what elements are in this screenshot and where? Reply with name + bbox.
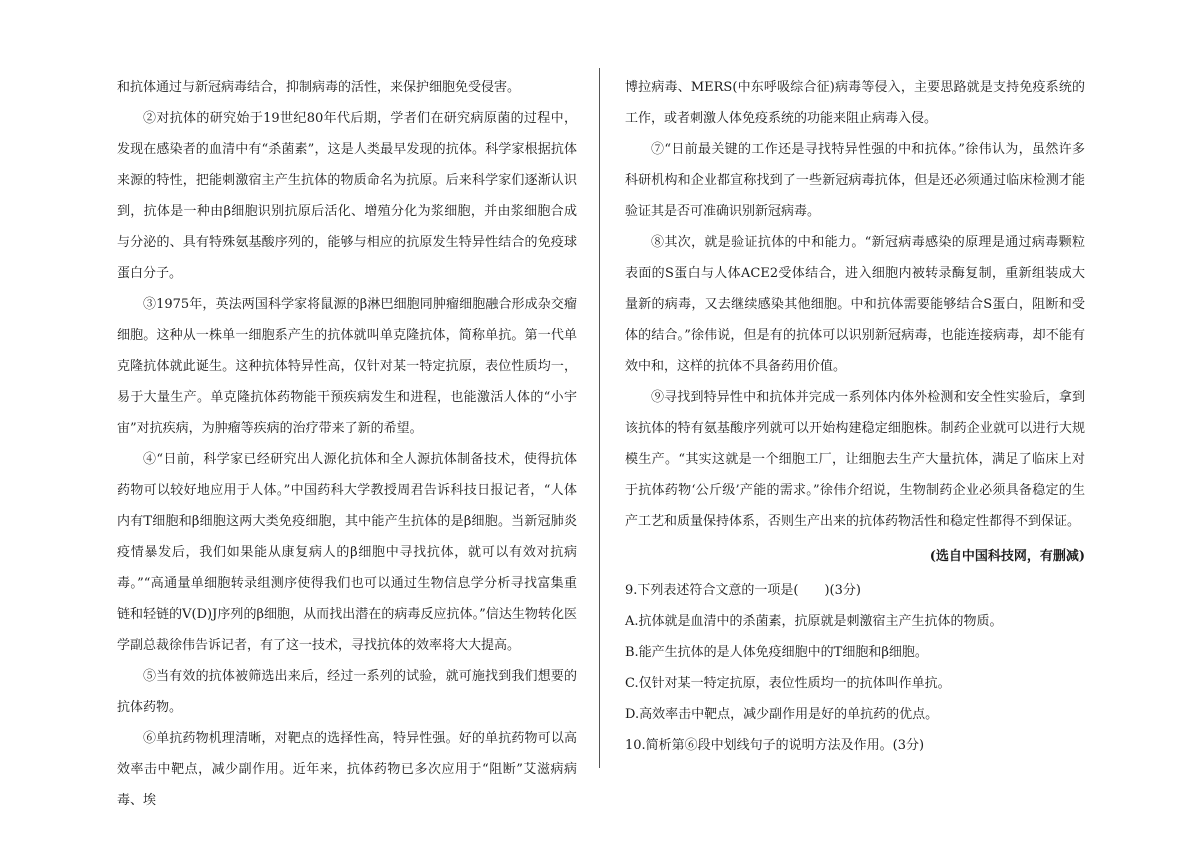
paragraph-6-continued: 博拉病毒、MERS(中东呼吸综合征)病毒等侵入，主要思路就是支持免疫系统的工作，或者刺激人体免疫系统的功能来阻止病毒入侵。 [625, 80, 1085, 126]
left-column [117, 72, 577, 816]
paragraph-9: ⑨寻找到特异性中和抗体并完成一系列体内体外检测和安全性实验后，拿到该抗体的特有氨基酸序列就可以开始构建稳定细胞株。制药企业就可以进行大规模生产。“其实这就是一个细胞工厂，让细胞去生产大量抗体，满足了临床上对于抗体药物‘公斤级’产能的需求。”徐伟介绍说，生物制药企业必须具备稳定的生产工艺和质量保持体系，否则生产出来的抗体药物活性和稳定性都得不到保证。 [625, 390, 1085, 529]
option-a: A.抗体就是血清中的杀菌素，抗原就是刺激宿主产生抗体的物质。 [625, 614, 1003, 629]
right-column [625, 72, 1085, 761]
option-b: B.能产生抗体的是人体免疫细胞中的T细胞和β细胞。 [625, 645, 928, 660]
column-divider [599, 68, 600, 768]
paragraph-1-continued: 和抗体通过与新冠病毒结合，抑制病毒的活性，来保护细胞免受侵害。 [117, 80, 521, 95]
option-d: D.高效率击中靶点，减少副作用是好的单抗药的优点。 [625, 707, 939, 722]
paragraph-5: ⑤当有效的抗体被筛选出来后，经过一系列的试验，就可施找到我们想要的抗体药物。 [117, 669, 577, 715]
paragraph-7: ⑦“日前最关键的工作还是寻找特异性强的中和抗体。”徐伟认为，虽然许多科研机构和企业都宣称找到了一些新冠病毒抗体，但是还必须通过临床检测才能验证其是否可准确识别新冠病毒。 [625, 142, 1085, 219]
paragraph-4: ④“日前，科学家已经研究出人源化抗体和全人源抗体制备技术，使得抗体药物可以较好地应用于人体。”中国药科大学教授周君告诉科技日报记者，“人体内有T细胞和β细胞这两大类免疫细胞，其中能产生抗体的是β细胞。当新冠肺炎疫情暴发后，我们如果能从康复病人的β细胞中寻找抗体，就可以有效对抗病毒。”“高通量单细胞转录组测序使得我们也可以通过生物信息学分析寻找富集重链和轻链的V(D)J序列的β细胞，从而找出潜在的病毒反应抗体。”信达生物转化医学副总裁徐伟告诉记者，有了这一技术，寻找抗体的效率将大大提高。 [117, 452, 577, 653]
question-9: 9.下列表述符合文意的一项是( )(3分) [625, 583, 861, 598]
question-10: 10.简析第⑥段中划线句子的说明方法及作用。(3分) [625, 738, 925, 753]
option-c: C.仅针对某一特定抗原，表位性质均一的抗体叫作单抗。 [625, 676, 951, 691]
paragraph-2: ②对抗体的研究始于19世纪80年代后期，学者们在研究病原菌的过程中，发现在感染者的血清中有“杀菌素”，这是人类最早发现的抗体。科学家根据抗体来源的特性，把能刺激宿主产生抗体的物质命名为抗原。后来科学家们逐渐认识到，抗体是一种由β细胞识别抗原后活化、增殖分化为浆细胞，并由浆细胞合成与分泌的、具有特殊氨基酸序列的，能够与相应的抗原发生特异性结合的免疫球蛋白分子。 [117, 111, 577, 281]
paragraph-6: ⑥单抗药物机理清晰，对靶点的选择性高，特异性强。好的单抗药物可以高效率击中靶点，减少副作用。近年来，抗体药物已多次应用于“阻断”艾滋病病毒、埃 [117, 731, 577, 808]
source-attribution: (选自中国科技网，有删减) [929, 549, 1085, 564]
paragraph-8: ⑧其次，就是验证抗体的中和能力。“新冠病毒感染的原理是通过病毒颗粒表面的S蛋白与人体ACE2受体结合，进入细胞内被转录酶复制，重新组装成大量新的病毒，又去继续感染其他细胞。中和抗体需要能够结合S蛋白，阻断和受体的结合。”徐伟说，但是有的抗体可以识别新冠病毒，也能连接病毒，却不能有效中和，这样的抗体不具备药用价值。 [625, 235, 1085, 374]
paragraph-3: ③1975年，英法两国科学家将鼠源的β淋巴细胞同肿瘤细胞融合形成杂交瘤细胞。这种从一株单一细胞系产生的抗体就叫单克隆抗体，简称单抗。第一代单克隆抗体就此诞生。这种抗体特异性高，仅针对某一特定抗原，表位性质均一，易于大量生产。单克隆抗体药物能干预疾病发生和进程，也能激活人体的“小宇宙”对抗疾病，为肿瘤等疾病的治疗带来了新的希望。 [117, 297, 577, 436]
